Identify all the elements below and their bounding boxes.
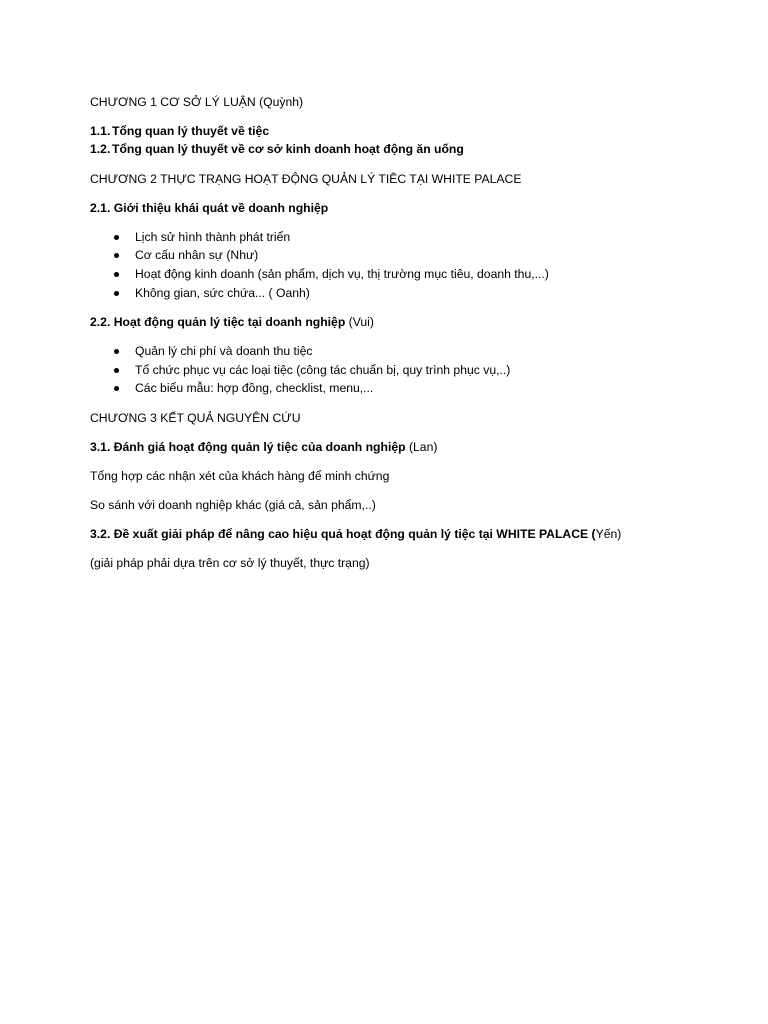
section-3-2-heading-line xyxy=(90,526,621,542)
section-3-2-author: Yến) xyxy=(595,527,622,541)
section-3-2-heading: 3.2. Đề xuất giải pháp để nâng cao hiệu quả hoạt động quản lý tiệc tại WHITE PALACE ( xyxy=(90,527,596,541)
chapter1-item-2 xyxy=(90,141,464,157)
section-2-1-bullet-4: Không gian, sức chứa... ( Oanh) xyxy=(135,286,310,300)
section-2-2-bullet-1: Quản lý chi phí và doanh thu tiệc xyxy=(135,344,313,358)
section-2-2-bullet-3: Các biểu mẫu: hợp đồng, checklist, menu,... xyxy=(135,381,374,395)
section-3-1-heading: 3.1. Đánh giá hoạt động quản lý tiệc của doanh nghiệp xyxy=(90,440,406,454)
chapter3-title: CHƯƠNG 3 KẾT QUẢ NGUYÊN CỨU xyxy=(90,411,301,425)
section-3-1-paragraph-2: So sánh với doanh nghiệp khác (giá cả, sản phẩm,..) xyxy=(90,498,376,512)
chapter1-item-1-number: 1.1. xyxy=(90,124,111,138)
section-3-1-paragraph-1: Tổng hợp các nhận xét của khách hàng để minh chứng xyxy=(90,469,390,483)
chapter1-item-1 xyxy=(90,123,269,139)
section-2-2-heading-line xyxy=(90,314,374,330)
section-2-2-heading: 2.2. Hoạt động quản lý tiệc tại doanh nghiệp xyxy=(90,315,346,329)
section-2-1-bullet-1: Lịch sử hình thành phát triển xyxy=(135,230,291,244)
bullet-icon xyxy=(114,349,119,354)
chapter1-title-line xyxy=(90,94,303,110)
chapter1-item-2-text: Tổng quan lý thuyết về cơ sở kinh doanh hoạt động ăn uống xyxy=(112,142,464,156)
section-2-2-bullet-2: Tổ chức phục vụ các loại tiệc (công tác chuẩn bị, quy trình phục vụ,..) xyxy=(135,363,511,377)
chapter2-title: CHƯƠNG 2 THỰC TRẠNG HOẠT ĐỘNG QUẢN LÝ TIÊC TẠI WHITE PALACE xyxy=(90,172,522,186)
section-2-1-bullet-3: Hoạt động kinh doanh (sản phẩm, dịch vụ, thị trường mục tiêu, doanh thu,...) xyxy=(135,267,549,281)
section-2-1-bullet-2: Cơ cấu nhân sự (Như) xyxy=(135,248,259,262)
bullet-icon xyxy=(114,386,119,391)
section-3-2-note: (giải pháp phải dựa trên cơ sở lý thuyết, thực trạng) xyxy=(90,556,370,570)
bullet-icon xyxy=(114,291,119,296)
section-2-1-heading: 2.1. Giới thiệu khái quát về doanh nghiệp xyxy=(90,201,329,215)
section-3-1-heading-line xyxy=(90,439,437,455)
bullet-icon xyxy=(114,368,119,373)
bullet-icon xyxy=(114,272,119,277)
section-2-2-author: (Vui) xyxy=(348,315,374,329)
chapter1-title: CHƯƠNG 1 CƠ SỞ LÝ LUẬN xyxy=(90,95,256,109)
chapter1-author: (Quỳnh) xyxy=(259,95,304,109)
bullet-icon xyxy=(114,253,119,258)
section-3-1-author: (Lan) xyxy=(408,440,438,454)
chapter1-item-2-number: 1.2. xyxy=(90,142,111,156)
chapter1-item-1-text: Tổng quan lý thuyết về tiệc xyxy=(112,124,270,138)
bullet-icon xyxy=(114,235,119,240)
